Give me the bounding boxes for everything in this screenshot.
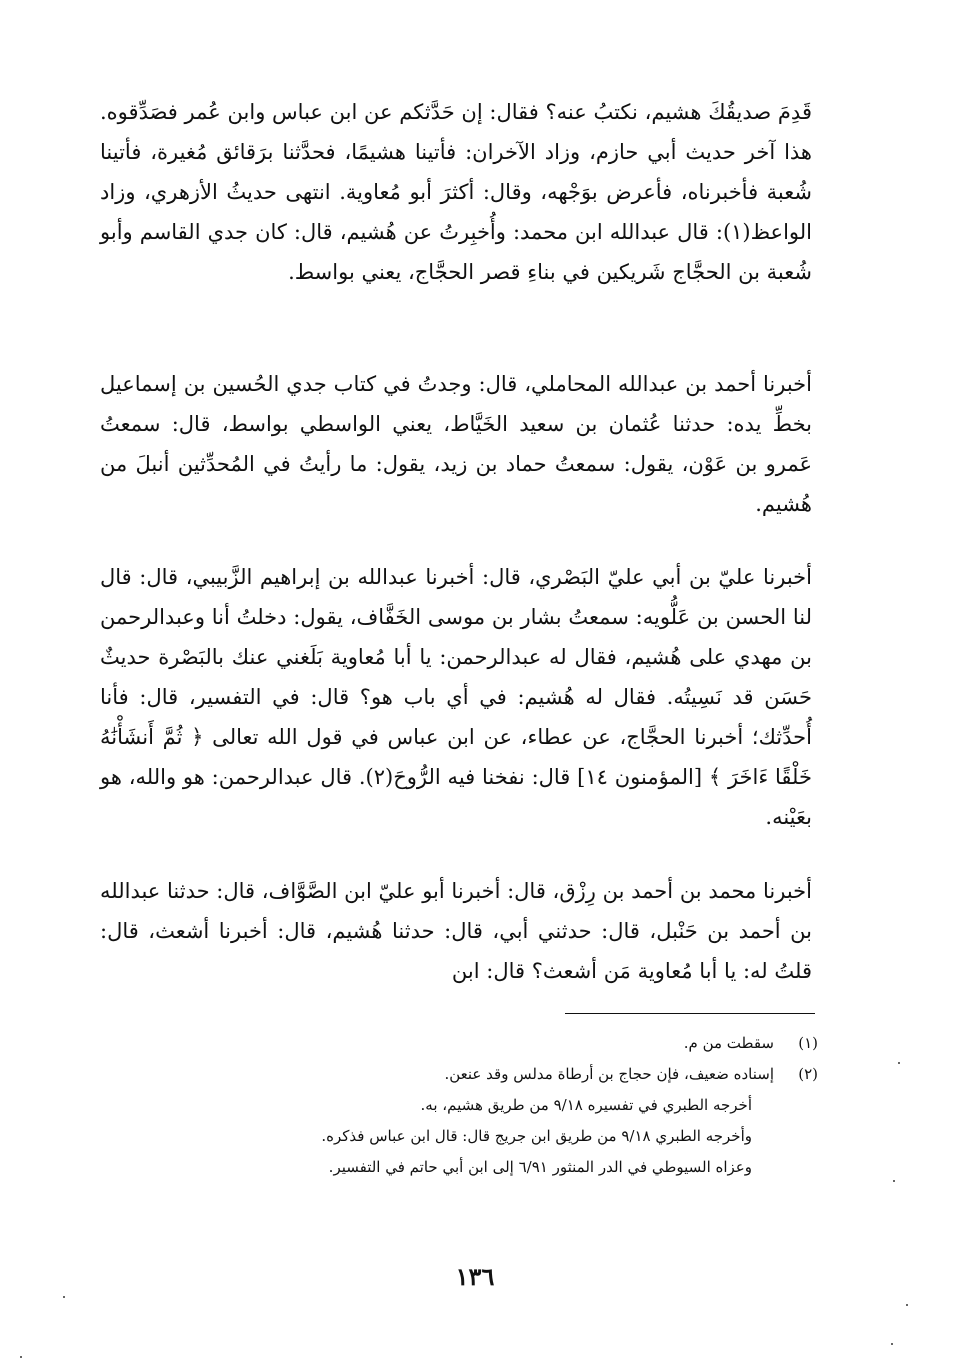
paragraph-4: أخبرنا محمد بن أحمد بن رِزْق، قال: أخبرنا أبو عليّ ابن الصَّوَّاف، قال: حدثنا عبدالله بن أحمد بن حَنْبل، قال: حدثني أبي، قال: حدثنا هُشيم، قال: أخبرنا أشعث، قال: قلتُ له: يا أبا مُعاوية مَن أشعث؟ قال: ابن bbox=[100, 879, 812, 983]
page-number: ١٣٦ bbox=[455, 1262, 495, 1291]
footnote-1-number: (١) bbox=[798, 1034, 818, 1052]
scan-speck bbox=[898, 1062, 900, 1064]
footnote-2 bbox=[150, 1059, 818, 1090]
footnote-2-number: (٢) bbox=[798, 1065, 818, 1083]
footnote-2-line-3: وعزاه السيوطي في الدر المنثور ٦/٩١ إلى ابن أبي حاتم في التفسير. bbox=[328, 1158, 752, 1176]
paragraph-3: أخبرنا عليّ بن أبي عليّ البَصْري، قال: أخبرنا عبدالله بن إبراهيم الزَّبيبي، قال: قال لنا الحسن بن عَلُّويه: سمعتُ بشار بن موسى الخَفَّاف، يقول: دخلتُ أنا وعبدالرحمن بن مهدي على هُشيم، فقال له عبدالرحمن: يا أبا مُعاوية بَلَغني عنك بالبَصْرة حديثٌ حَسَن قد نَسِيتُه. فقال له هُشيم: في أي باب هو؟ قال: في التفسير، قال: فأنا أُحدِّثك؛ أخبرنا الحجَّاج، عن عطاء، عن ابن عباس في قول الله تعالى ﴿ ثُمَّ أَنشَأْنَٰهُ خَلْقًا ءَاخَرَ ﴾ [المؤمنون ١٤] قال: نفخنا فيه الرُّوحَ(٢). قال عبدالرحمن: هو والله، هو بعَيْنه. bbox=[100, 565, 812, 829]
footnotes bbox=[150, 1028, 818, 1183]
scan-speck bbox=[893, 1180, 895, 1182]
footnote-separator bbox=[565, 1013, 815, 1014]
paragraph-2: أخبرنا أحمد بن عبدالله المحاملي، قال: وجدتُ في كتاب جدي الحُسين بن إسماعيل بخطِّ يده: حدثنا عُثمان بن سعيد الخَيَّاط، يعني الواسطي بواسط، قال: سمعتُ عَمرو بن عَوْن، يقول: سمعتُ حماد بن زيد، يقول: ما رأيتُ في المُحدِّثين أنبلَ من هُشيم. bbox=[100, 372, 812, 516]
footnote-1-text: سقطت من م. bbox=[683, 1034, 774, 1052]
footnote-1 bbox=[150, 1028, 818, 1059]
paragraph-1: قَدِمَ صديقُكَ هشيم، نكتبُ عنه؟ فقال: إن حَدَّثكم عن ابن عباس وابن عُمر فصَدِّقوه. هذا آخر حديث أبي حازم، وزاد الآخران: فأتينا هشيمًا، فحدَّثنا برَقائق مُغيرة، فأتينا شُعبة فأخبرناه، فأعرض بوَجْهه، وقال: أكثرَ أبو مُعاوية. انتهى حديثُ الأزهري، وزاد الواعظ(١): قال عبدالله ابن محمد: وأُخبِرتُ عن هُشيم، قال: كان جدي القاسم وأبو شُعبة بن الحجَّاج شَريكين في بناءِ قصر الحجَّاج، يعني بواسط. bbox=[100, 100, 812, 284]
footnote-2-line-2: وأخرجه الطبري ٩/١٨ من طريق ابن جريج قال: قال ابن عباس فذكره. bbox=[321, 1127, 752, 1145]
scan-speck bbox=[906, 1304, 908, 1306]
footnote-2-line-1: أخرجه الطبري في تفسيره ٩/١٨ من طريق هشيم، به. bbox=[420, 1096, 752, 1114]
scan-speck bbox=[891, 1343, 893, 1345]
footnote-2-text: إسناده ضعيف، فإن حجاج بن أرطاة مدلس وقد عنعن. bbox=[444, 1065, 774, 1083]
scan-speck bbox=[20, 1356, 22, 1358]
scan-speck bbox=[63, 1296, 65, 1298]
